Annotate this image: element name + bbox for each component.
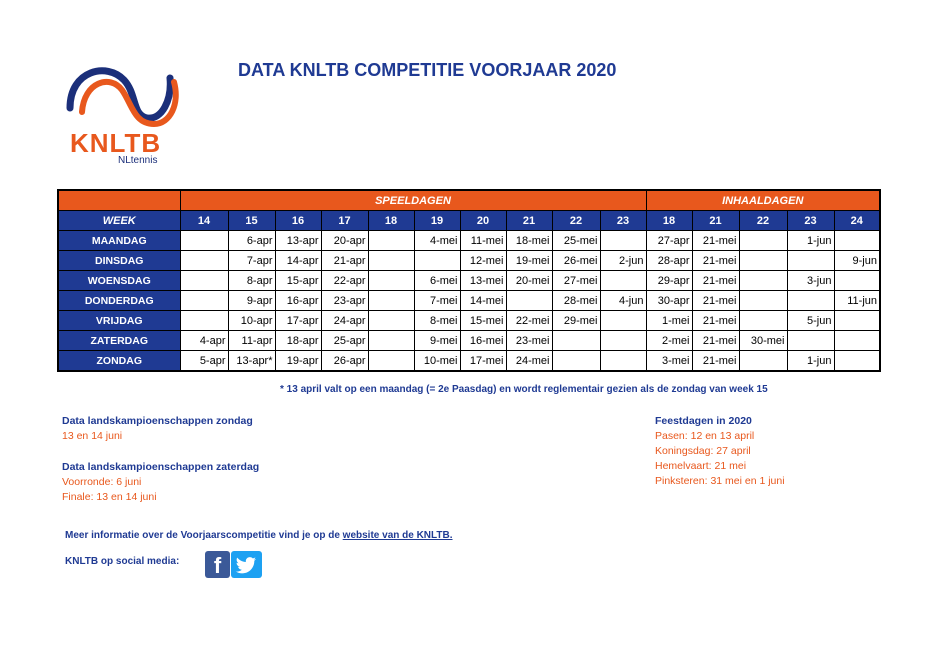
social-label: KNLTB op social media:	[65, 556, 180, 567]
inhaal-date-cell	[739, 251, 787, 271]
inhaal-date-cell: 29-apr	[646, 271, 692, 291]
date-cell: 18-apr	[275, 331, 321, 351]
landskamp-zondag	[62, 414, 253, 444]
date-cell	[552, 331, 600, 351]
date-cell: 14-mei	[460, 291, 506, 311]
date-cell	[180, 231, 228, 251]
info-line	[65, 530, 453, 541]
table-row	[58, 251, 880, 271]
inhaal-date-cell	[787, 331, 834, 351]
inhaal-date-cell	[834, 311, 880, 331]
inhaal-date-cell	[739, 231, 787, 251]
date-cell: 15-apr	[275, 271, 321, 291]
date-cell: 24-apr	[321, 311, 368, 331]
date-cell: 25-apr	[321, 331, 368, 351]
inhaal-date-cell: 3-mei	[646, 351, 692, 372]
day-label: DINSDAG	[58, 251, 180, 271]
day-label: WOENSDAG	[58, 271, 180, 291]
inhaal-date-cell: 27-apr	[646, 231, 692, 251]
date-cell: 28-mei	[552, 291, 600, 311]
speeldagen-header: SPEELDAGEN	[180, 190, 646, 211]
facebook-icon[interactable]: f	[205, 551, 230, 578]
logo-sub: NLtennis	[118, 155, 158, 166]
logo-brand: KNLTB	[70, 128, 162, 158]
date-cell: 4-apr	[180, 331, 228, 351]
date-cell	[600, 331, 646, 351]
date-cell: 4-mei	[414, 231, 460, 251]
page-title: DATA KNLTB COMPETITIE VOORJAAR 2020	[238, 60, 617, 80]
landskamp-zaterdag-finale: Finale: 13 en 14 juni	[62, 491, 157, 503]
date-cell: 17-apr	[275, 311, 321, 331]
date-cell: 26-mei	[552, 251, 600, 271]
inhaal-week-number: 22	[739, 211, 787, 231]
knltb-website-link[interactable]: website van de KNLTB.	[342, 530, 453, 541]
schedule-table	[57, 189, 881, 372]
twitter-bird-icon	[231, 551, 262, 578]
inhaal-date-cell: 21-mei	[692, 291, 739, 311]
date-cell	[180, 311, 228, 331]
table-row	[58, 331, 880, 351]
date-cell	[600, 271, 646, 291]
inhaal-date-cell	[834, 271, 880, 291]
week-number: 20	[460, 211, 506, 231]
date-cell: 19-mei	[506, 251, 552, 271]
date-cell	[368, 351, 414, 372]
date-cell: 19-apr	[275, 351, 321, 372]
inhaal-date-cell: 21-mei	[692, 331, 739, 351]
date-cell	[600, 231, 646, 251]
date-cell: 10-apr	[228, 311, 275, 331]
week-number: 18	[368, 211, 414, 231]
date-cell: 21-apr	[321, 251, 368, 271]
inhaal-date-cell: 11-jun	[834, 291, 880, 311]
date-cell	[368, 271, 414, 291]
date-cell	[506, 291, 552, 311]
week-number: 16	[275, 211, 321, 231]
date-cell: 15-mei	[460, 311, 506, 331]
inhaal-date-cell	[739, 351, 787, 372]
inhaal-week-number: 24	[834, 211, 880, 231]
date-cell	[368, 311, 414, 331]
inhaal-date-cell	[739, 291, 787, 311]
inhaal-date-cell: 30-mei	[739, 331, 787, 351]
knltb-logo	[62, 60, 182, 170]
day-label: DONDERDAG	[58, 291, 180, 311]
day-label: MAANDAG	[58, 231, 180, 251]
date-cell: 22-mei	[506, 311, 552, 331]
feestdag-item: Hemelvaart: 21 mei	[655, 460, 747, 472]
inhaal-date-cell: 1-jun	[787, 231, 834, 251]
inhaal-date-cell	[739, 271, 787, 291]
inhaal-date-cell	[834, 331, 880, 351]
week-number: 17	[321, 211, 368, 231]
date-cell	[600, 311, 646, 331]
inhaal-date-cell: 2-mei	[646, 331, 692, 351]
inhaal-date-cell: 1-mei	[646, 311, 692, 331]
landskamp-zondag-date: 13 en 14 juni	[62, 430, 123, 442]
feestdagen	[655, 414, 785, 489]
table-row	[58, 311, 880, 331]
table-row	[58, 271, 880, 291]
date-cell: 13-apr*	[228, 351, 275, 372]
table-row	[58, 231, 880, 251]
date-cell: 18-mei	[506, 231, 552, 251]
section-header-row	[58, 190, 880, 211]
inhaaldagen-header: INHAALDAGEN	[646, 190, 880, 211]
date-cell	[368, 231, 414, 251]
date-cell: 14-apr	[275, 251, 321, 271]
inhaal-date-cell: 1-jun	[787, 351, 834, 372]
landskamp-zondag-title: Data landskampioenschappen zondag	[62, 415, 253, 427]
date-cell	[552, 351, 600, 372]
schedule-body	[58, 231, 880, 372]
date-cell: 20-mei	[506, 271, 552, 291]
inhaal-date-cell: 30-apr	[646, 291, 692, 311]
date-cell	[180, 251, 228, 271]
inhaal-date-cell: 21-mei	[692, 251, 739, 271]
date-cell: 27-mei	[552, 271, 600, 291]
tennis-ball-swoosh-icon	[62, 60, 182, 130]
inhaal-date-cell	[787, 251, 834, 271]
date-cell: 26-apr	[321, 351, 368, 372]
date-cell: 5-apr	[180, 351, 228, 372]
week-number: 21	[506, 211, 552, 231]
footnote: * 13 april valt op een maandag (= 2e Paasdag) en wordt reglementair gezien als de zondag van week 15	[280, 384, 768, 395]
date-cell: 8-mei	[414, 311, 460, 331]
date-cell: 22-apr	[321, 271, 368, 291]
date-cell: 11-mei	[460, 231, 506, 251]
date-cell: 7-mei	[414, 291, 460, 311]
date-cell: 2-jun	[600, 251, 646, 271]
week-number: 14	[180, 211, 228, 231]
date-cell: 13-mei	[460, 271, 506, 291]
date-cell: 9-apr	[228, 291, 275, 311]
date-cell: 13-apr	[275, 231, 321, 251]
inhaal-date-cell: 9-jun	[834, 251, 880, 271]
inhaal-date-cell: 21-mei	[692, 311, 739, 331]
date-cell	[368, 251, 414, 271]
inhaal-date-cell: 21-mei	[692, 231, 739, 251]
day-label: ZONDAG	[58, 351, 180, 372]
week-number: 22	[552, 211, 600, 231]
day-label: VRIJDAG	[58, 311, 180, 331]
date-cell	[180, 291, 228, 311]
week-number: 15	[228, 211, 275, 231]
week-number: 23	[600, 211, 646, 231]
day-label: ZATERDAG	[58, 331, 180, 351]
landskamp-zaterdag-title: Data landskampioenschappen zaterdag	[62, 461, 260, 473]
date-cell: 24-mei	[506, 351, 552, 372]
inhaal-date-cell	[787, 291, 834, 311]
date-cell: 23-mei	[506, 331, 552, 351]
feestdag-item: Pinksteren: 31 mei en 1 juni	[655, 475, 785, 487]
date-cell: 16-apr	[275, 291, 321, 311]
landskamp-zaterdag-voorronde: Voorronde: 6 juni	[62, 476, 142, 488]
date-cell: 20-apr	[321, 231, 368, 251]
date-cell: 7-apr	[228, 251, 275, 271]
date-cell: 4-jun	[600, 291, 646, 311]
date-cell	[180, 271, 228, 291]
inhaal-date-cell: 5-jun	[787, 311, 834, 331]
date-cell: 11-apr	[228, 331, 275, 351]
inhaal-week-number: 23	[787, 211, 834, 231]
inhaal-date-cell: 21-mei	[692, 271, 739, 291]
week-number: 19	[414, 211, 460, 231]
date-cell	[368, 291, 414, 311]
date-cell	[600, 351, 646, 372]
week-label: WEEK	[58, 211, 180, 231]
inhaal-week-number: 18	[646, 211, 692, 231]
date-cell	[368, 331, 414, 351]
date-cell: 9-mei	[414, 331, 460, 351]
date-cell	[414, 251, 460, 271]
table-row	[58, 351, 880, 372]
inhaal-week-number: 21	[692, 211, 739, 231]
date-cell: 6-apr	[228, 231, 275, 251]
feestdag-item: Koningsdag: 27 april	[655, 445, 751, 457]
date-cell: 17-mei	[460, 351, 506, 372]
date-cell: 8-apr	[228, 271, 275, 291]
feestdag-item: Pasen: 12 en 13 april	[655, 430, 755, 442]
date-cell: 25-mei	[552, 231, 600, 251]
header-blank	[58, 190, 180, 211]
date-cell: 29-mei	[552, 311, 600, 331]
feestdagen-title: Feestdagen in 2020	[655, 415, 752, 427]
info-text: Meer informatie over de Voorjaarscompetitie vind je op de	[65, 530, 343, 541]
date-cell: 6-mei	[414, 271, 460, 291]
inhaal-date-cell	[834, 231, 880, 251]
inhaal-date-cell	[739, 311, 787, 331]
inhaal-date-cell	[834, 351, 880, 372]
inhaal-date-cell: 28-apr	[646, 251, 692, 271]
date-cell: 23-apr	[321, 291, 368, 311]
date-cell: 10-mei	[414, 351, 460, 372]
twitter-icon[interactable]	[231, 551, 262, 578]
landskamp-zaterdag	[62, 460, 259, 505]
week-row	[58, 211, 880, 231]
inhaal-date-cell: 3-jun	[787, 271, 834, 291]
table-row	[58, 291, 880, 311]
inhaal-date-cell: 21-mei	[692, 351, 739, 372]
date-cell: 16-mei	[460, 331, 506, 351]
date-cell: 12-mei	[460, 251, 506, 271]
